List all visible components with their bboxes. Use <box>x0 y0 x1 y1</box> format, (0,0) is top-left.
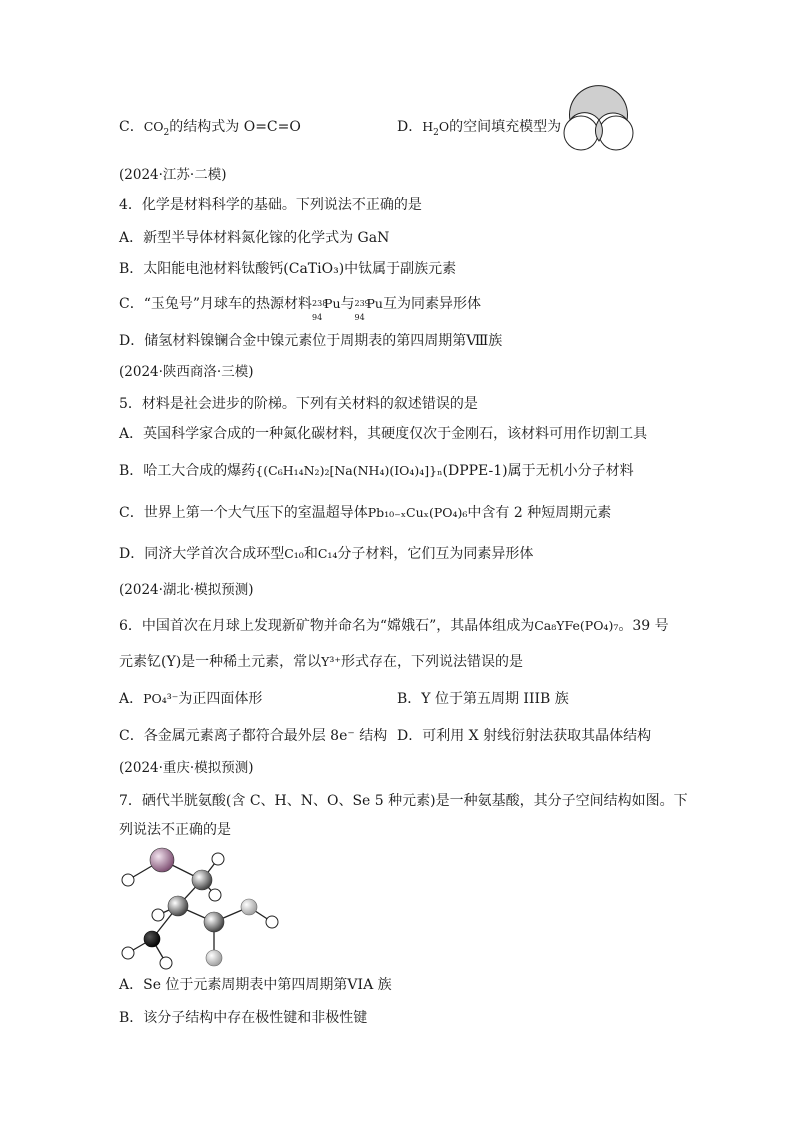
h2o-space-filling-model-icon <box>564 97 634 157</box>
question-6-option-b: B．Y 位于第五周期 IIIB 族 <box>397 691 569 707</box>
question-7-option-a: A．Se 位于元素周期表中第四周期第VIA 族 <box>119 977 392 993</box>
question-5-stem: 5．材料是社会进步的阶梯。下列有关材料的叙述错误的是 <box>119 396 478 412</box>
question-7-option-b: B．该分子结构中存在极性键和非极性键 <box>119 1010 368 1026</box>
question-4-stem: 4．化学是材料科学的基础。下列说法不正确的是 <box>119 197 422 213</box>
question-5-option-a: A．英国科学家合成的一种氮化碳材料，其硬度仅次于金刚石，该材料可用作切割工具 <box>119 426 648 442</box>
source-label-3: (2024·湖北·模拟预测) <box>119 582 254 598</box>
question-4-option-a: A．新型半导体材料氮化镓的化学式为 GaN <box>119 230 390 246</box>
option-d-h2o: D．$H_2O$的空间填充模型为 <box>397 119 562 138</box>
question-6-stem-line2: 元素钇(Y)是一种稀土元素，常以Y³⁺形式存在，下列说法错误的是 <box>119 654 524 670</box>
source-label-1: (2024·江苏·二模) <box>119 167 227 183</box>
question-5-option-c: C．世界上第一个大气压下的室温超导体Pb₁₀₋ₓCuₓ(PO₄)₆中含有 2 种短周期元素 <box>119 505 612 521</box>
question-7-stem-line2: 列说法不正确的是 <box>119 822 231 838</box>
question-6-option-a: A．PO₄³⁻为正四面体形 <box>119 691 263 707</box>
question-5-option-d: D．同济大学首次合成环型C₁₀和C₁₄分子材料，它们互为同素异形体 <box>119 546 534 562</box>
question-4-option-b: B．太阳能电池材料钛酸钙(CaTiO₃)中钛属于副族元素 <box>119 261 457 277</box>
question-4-option-d: D．储氢材料镍镧合金中镍元素位于周期表的第四周期第Ⅷ族 <box>119 333 503 349</box>
question-6-option-c: C．各金属元素离子都符合最外层 8e⁻ 结构 <box>119 728 388 744</box>
question-7-stem-line1: 7．硒代半胱氨酸(含 C、H、N、O、Se 5 种元素)是一种氨基酸，其分子空间结构如图。下 <box>119 793 688 809</box>
question-4-option-c: C．“玉兔号”月球车的热源材料 238 94 Pu与 239 94 Pu互为同素异形体 <box>119 296 481 322</box>
source-label-2: (2024·陕西商洛·三模) <box>119 364 254 380</box>
selenocysteine-ball-stick-model-icon <box>112 843 282 973</box>
question-6-stem-line1: 6．中国首次在月球上发现新矿物并命名为“嫦娥石”，其晶体组成为Ca₈YFe(PO₄)₇。39 号 <box>119 618 669 634</box>
question-5-option-b: B．哈工大合成的爆药{(C₆H₁₄N₂)₂[Na(NH₄)(IO₄)₄]}ₙ(DPPE-1)属于无机小分子材料 <box>119 463 634 479</box>
option-c-co2: C．$CO_2$的结构式为 O=C=O <box>119 119 301 138</box>
question-6-option-d: D．可利用 X 射线衍射法获取其晶体结构 <box>397 728 652 744</box>
source-label-4: (2024·重庆·模拟预测) <box>119 760 254 776</box>
